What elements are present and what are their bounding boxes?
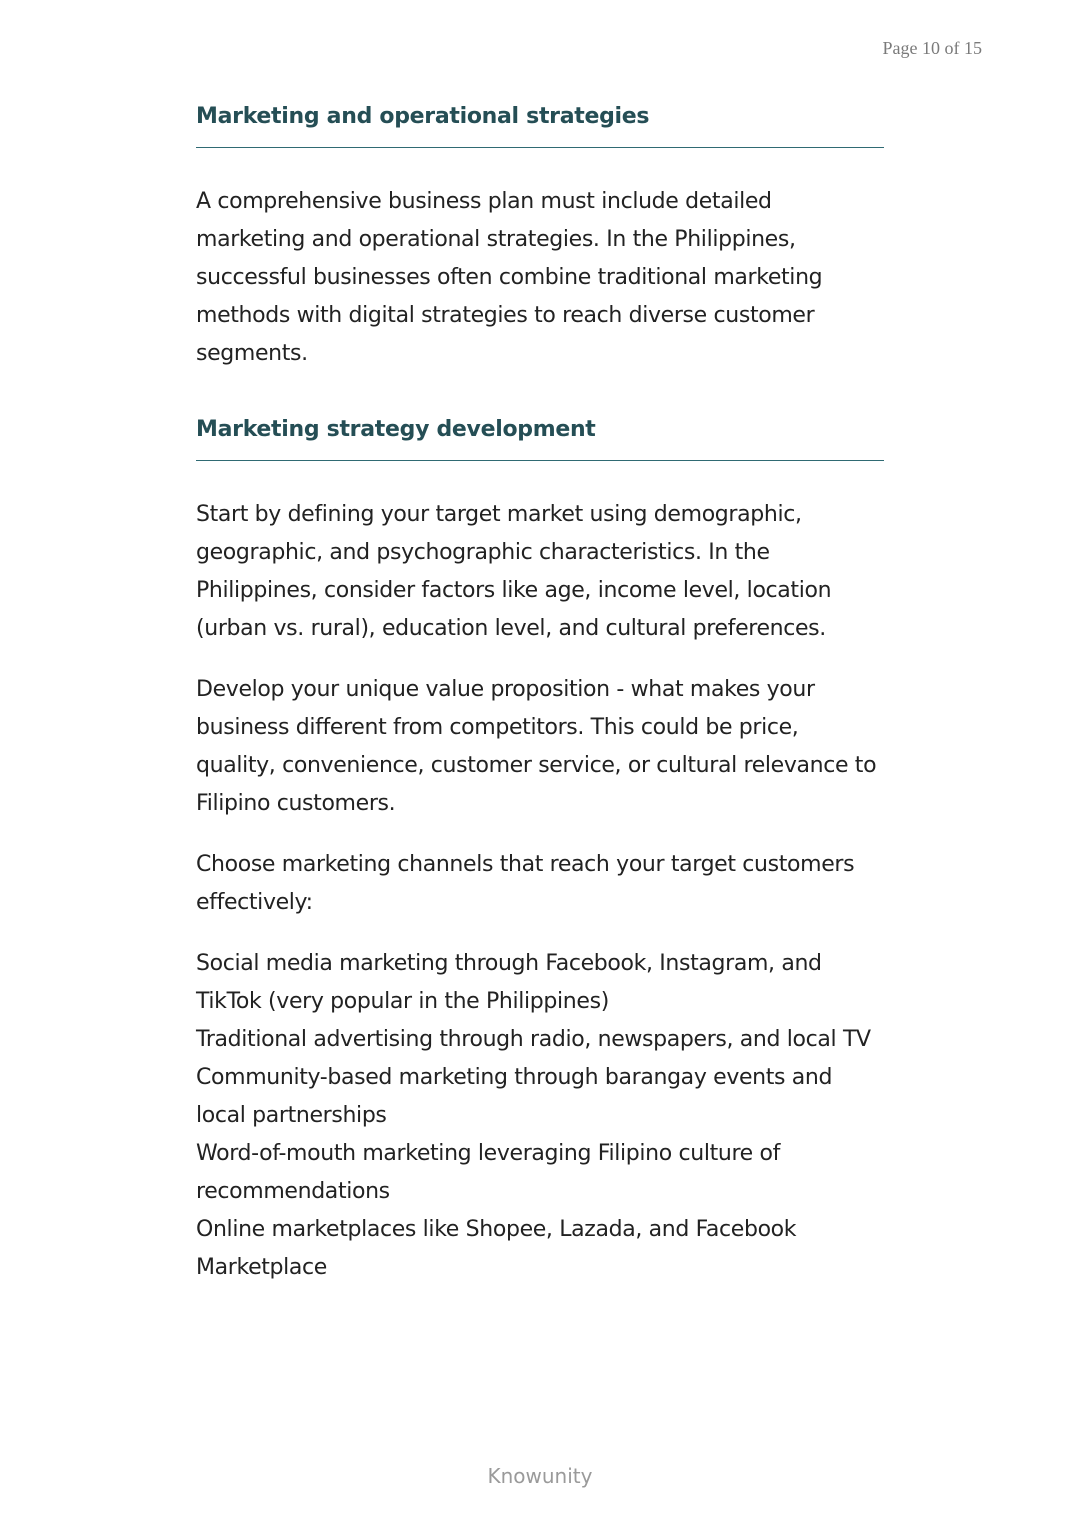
list-item: Word-of-mouth marketing leveraging Filipino culture of recommendations [196,1141,781,1204]
value-proposition-paragraph: Develop your unique value proposition - what makes your business different from competitors. This could be price, quality, convenience, customer service, or cultural relevance to Filipino customers. [196,677,877,816]
section-heading-marketing-operational: Marketing and operational strategies [196,100,884,148]
channels-intro-paragraph: Choose marketing channels that reach your target customers effectively: [196,852,855,915]
footer-brand: Knowunity [487,1464,593,1488]
section-heading-marketing-strategy: Marketing strategy development [196,413,884,461]
marketing-channels-list [196,945,884,1287]
intro-paragraph: A comprehensive business plan must include detailed marketing and operational strategies. In the Philippines, successful businesses often combine traditional marketing methods with digital strategies to reach diverse customer segments. [196,189,823,366]
page-number: Page 10 of 15 [882,38,982,58]
target-market-paragraph: Start by defining your target market using demographic, geographic, and psychographic characteristics. In the Philippines, consider factors like age, income level, location (urban vs. rural), education level, and cultural preferences. [196,502,832,641]
list-item: Online marketplaces like Shopee, Lazada, and Facebook Marketplace [196,1217,797,1280]
list-item: Traditional advertising through radio, newspapers, and local TV [196,1027,871,1052]
list-item: Social media marketing through Facebook, Instagram, and TikTok (very popular in the Philippines) [196,951,822,1014]
document-content [196,100,884,1287]
list-item: Community-based marketing through barangay events and local partnerships [196,1065,833,1128]
